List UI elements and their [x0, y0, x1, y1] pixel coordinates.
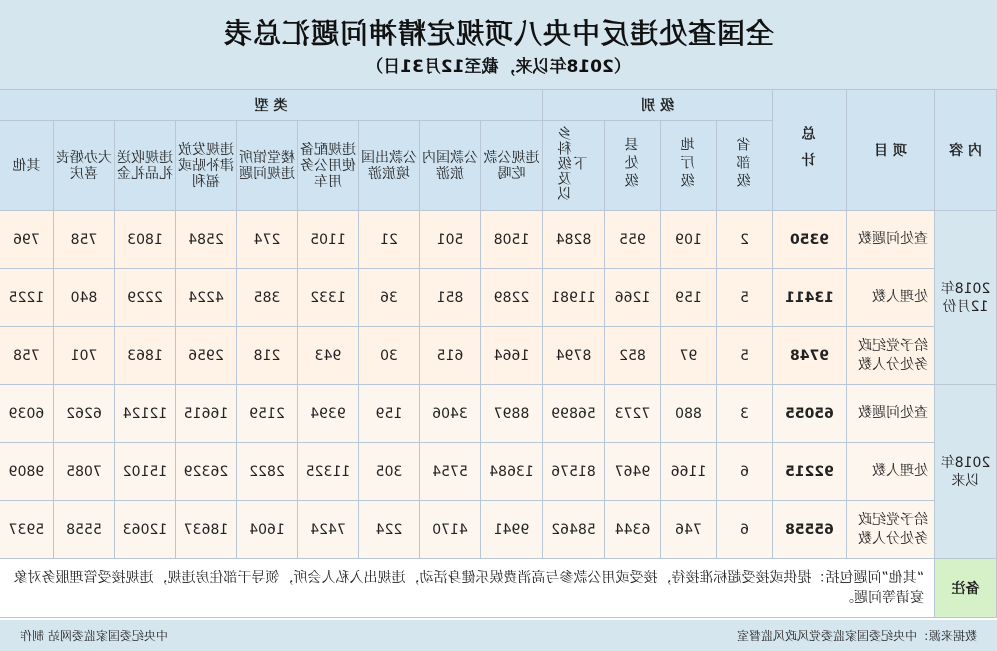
level-cell: 852 [605, 327, 661, 385]
footer-maker: 中央纪委国家监委网站 制作 [20, 629, 168, 643]
level-cell: 58462 [543, 501, 605, 559]
type-cell: 2289 [481, 269, 543, 327]
level-cell: 8284 [543, 211, 605, 269]
level-cell: 2 [717, 211, 773, 269]
header-total-label: 总 计 [801, 125, 818, 171]
row-total: 65055 [773, 385, 847, 443]
table-body [0, 211, 997, 559]
type-cell: 1105 [298, 211, 359, 269]
type-cell: 15102 [115, 443, 176, 501]
type-cell: 218 [237, 327, 298, 385]
header-item: 项 目 [847, 90, 935, 211]
type-cell: 501 [420, 211, 481, 269]
header-level: 省部级 [717, 121, 773, 211]
header-type: 其他 [0, 121, 54, 211]
row-item: 处理人数 [847, 443, 935, 501]
header-type: 违规公款吃喝 [481, 121, 543, 211]
type-cell: 1332 [298, 269, 359, 327]
footer-source: 数据来源：中央纪委国家监委党风政风监督室 [736, 629, 977, 643]
type-cell: 11325 [298, 443, 359, 501]
type-cell: 2822 [237, 443, 298, 501]
type-cell: 5754 [420, 443, 481, 501]
type-cell: 4170 [420, 501, 481, 559]
type-cell: 1508 [481, 211, 543, 269]
row-item: 处理人数 [847, 269, 935, 327]
level-cell: 955 [605, 211, 661, 269]
type-cell: 2956 [176, 327, 237, 385]
type-cell: 30 [359, 327, 420, 385]
type-cell: 385 [237, 269, 298, 327]
level-cell: 7273 [605, 385, 661, 443]
type-cell: 796 [0, 211, 54, 269]
header-type: 楼堂馆所违规问题 [237, 121, 298, 211]
level-cell: 5 [717, 327, 773, 385]
level-cell: 11981 [543, 269, 605, 327]
row-item: 给予党纪政务处分人数 [847, 501, 935, 559]
group-label: 2018年以来 [935, 385, 997, 559]
header-type: 违规配备使用公务用车 [298, 121, 359, 211]
table-row [0, 443, 997, 501]
type-cell: 1664 [481, 327, 543, 385]
header-type: 公款出国境旅游 [359, 121, 420, 211]
row-total: 9350 [773, 211, 847, 269]
type-cell: 9809 [0, 443, 54, 501]
type-cell: 3406 [420, 385, 481, 443]
header-type: 违规收送礼品礼金 [115, 121, 176, 211]
type-cell: 6262 [54, 385, 115, 443]
level-cell: 5 [717, 269, 773, 327]
type-cell: 1803 [115, 211, 176, 269]
type-cell: 7085 [54, 443, 115, 501]
table-row [0, 269, 997, 327]
level-cell: 8794 [543, 327, 605, 385]
page-title: 全国查处违反中央八项规定精神问题汇总表 [223, 17, 775, 50]
type-cell: 943 [298, 327, 359, 385]
row-total: 65558 [773, 501, 847, 559]
type-cell: 18637 [176, 501, 237, 559]
table-row [0, 211, 997, 269]
type-cell: 224 [359, 501, 420, 559]
group-label: 2018年12月份 [935, 211, 997, 385]
type-cell: 21 [359, 211, 420, 269]
type-cell: 159 [359, 385, 420, 443]
level-cell: 6 [717, 443, 773, 501]
level-cell: 56899 [543, 385, 605, 443]
note-text: “其他”问题包括：提供或接受超标准接待，接受或用公款参与高消费娱乐健身活动，违规出入私人会所，领导干部住房违规，违规接受管理服务对象宴请等问题。 [0, 559, 935, 618]
type-cell: 701 [54, 327, 115, 385]
header-content: 内 容 [935, 90, 997, 211]
type-cell: 615 [420, 327, 481, 385]
type-cell: 4224 [176, 269, 237, 327]
level-cell: 880 [661, 385, 717, 443]
type-cell: 851 [420, 269, 481, 327]
type-cell: 12063 [115, 501, 176, 559]
level-cell: 159 [661, 269, 717, 327]
type-cell: 1604 [237, 501, 298, 559]
type-cell: 7424 [298, 501, 359, 559]
type-cell: 36 [359, 269, 420, 327]
type-cell: 12124 [115, 385, 176, 443]
level-cell: 6344 [605, 501, 661, 559]
header-type-group: 类 型 [0, 90, 543, 121]
header-level-group: 级 别 [543, 90, 773, 121]
row-item: 查处问题数 [847, 385, 935, 443]
type-cell: 6039 [0, 385, 54, 443]
header-type: 大办婚丧喜庆 [54, 121, 115, 211]
title-banner [0, 0, 997, 90]
header-type: 公款国内旅游 [420, 121, 481, 211]
footer [0, 620, 997, 651]
type-cell: 2584 [176, 211, 237, 269]
header-level: 县处级 [605, 121, 661, 211]
level-cell: 109 [661, 211, 717, 269]
type-cell: 2229 [115, 269, 176, 327]
level-cell: 1266 [605, 269, 661, 327]
row-item: 查处问题数 [847, 211, 935, 269]
type-cell: 758 [0, 327, 54, 385]
header-level: 乡科级及以下 [543, 121, 605, 211]
table-row [0, 501, 997, 559]
table-row [0, 327, 997, 385]
type-cell: 274 [237, 211, 298, 269]
row-total: 13411 [773, 269, 847, 327]
level-cell: 97 [661, 327, 717, 385]
type-cell: 1863 [115, 327, 176, 385]
row-item: 给予党纪政务处分人数 [847, 327, 935, 385]
type-cell: 13684 [481, 443, 543, 501]
header-type: 违规发放津补贴或福利 [176, 121, 237, 211]
type-cell: 8897 [481, 385, 543, 443]
header-total [773, 90, 847, 211]
level-cell: 81576 [543, 443, 605, 501]
note-label: 备注 [935, 559, 997, 618]
level-cell: 746 [661, 501, 717, 559]
type-cell: 2159 [237, 385, 298, 443]
page-subtitle: （2018年以来，截至12月31日） [366, 57, 631, 77]
row-total: 92215 [773, 443, 847, 501]
level-cell: 6 [717, 501, 773, 559]
type-cell: 5558 [54, 501, 115, 559]
type-cell: 840 [54, 269, 115, 327]
table-row [0, 385, 997, 443]
level-cell: 9467 [605, 443, 661, 501]
type-cell: 1225 [0, 269, 54, 327]
type-cell: 9941 [481, 501, 543, 559]
type-cell: 758 [54, 211, 115, 269]
header-level: 地厅级 [661, 121, 717, 211]
level-cell: 3 [717, 385, 773, 443]
type-cell: 16615 [176, 385, 237, 443]
summary-table [0, 89, 997, 618]
type-cell: 5937 [0, 501, 54, 559]
row-total: 9748 [773, 327, 847, 385]
level-cell: 1166 [661, 443, 717, 501]
type-cell: 305 [359, 443, 420, 501]
type-cell: 9394 [298, 385, 359, 443]
type-cell: 26329 [176, 443, 237, 501]
